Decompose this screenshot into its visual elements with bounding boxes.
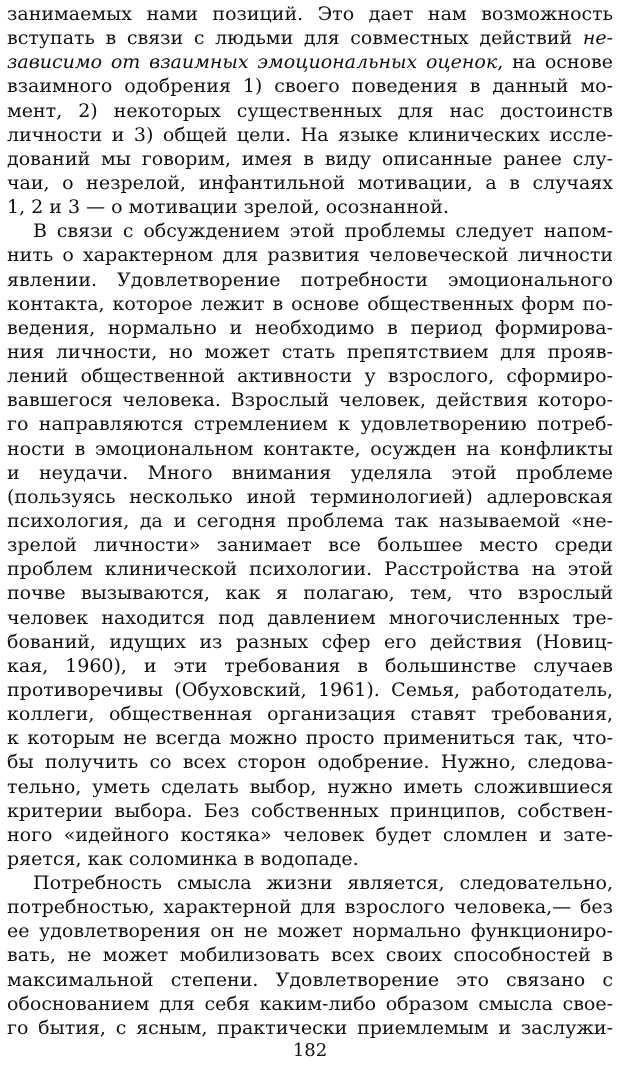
text-line: занимаемых нами позиций. Это дает нам возможность [7,3,613,25]
text-line: ного «идейного костяка» человек будет сломлен и зате- [7,823,613,846]
text-line: критерии выбора. Без собственных принципов, собствен- [7,799,613,822]
text-line: лений общественной активности у взрослого, сформиро- [7,365,613,388]
text-line: взаимного одобрения 1) своего поведения в данный мо- [7,75,613,98]
text-line: максимальной степени. Удовлетворение это связано с [7,968,613,991]
text-line: чаи, о незрелой, инфантильной мотивации, а в случаях [7,171,613,194]
text-line: ния личности, но может стать препятствием для прояв- [7,340,613,363]
text-line: коллеги, общественная организация ставят требования, [7,703,613,726]
text-line: вавшегося человека. Взрослый человек, действия которо- [7,389,613,412]
text-line: зависимо от взаимных эмоциональных оценок, на основе [7,51,613,74]
text-line: (пользуясь несколько иной терминологией) адлеровская [7,485,613,508]
text-line: явлении. Удовлетворение потребности эмоционального [7,268,613,291]
text-line: 1, 2 и 3 — о мотивации зрелой, осознанной. [7,196,450,219]
text-line: ведения, нормально и необходимо в период формирова- [7,316,613,339]
text-line: контакта, которое лежит в основе общественных форм по- [7,292,613,315]
text-line: зрелой личности» занимает все большее место среди [7,534,613,557]
text-line: В связи с обсуждением этой проблемы следует напом- [33,220,613,243]
text-line: обоснованием для себя каким-либо образом смысла свое- [7,992,613,1015]
page-number: 182 [292,1040,328,1061]
text-line: дований мы говорим, имея в виду описанные ранее слу- [7,147,613,170]
text-line: ее удовлетворения он не может нормально функциониро- [7,920,613,943]
text-line: противоречивы (Обуховский, 1961). Семья, работодатель, [7,678,613,701]
text-line: ряется, как соломинка в водопаде. [7,847,359,870]
text-line: психология, да и сегодня проблема так называемой «не- [7,509,613,532]
text-line: потребностью, характерной для взрослого человека,— без [7,896,613,919]
text-line: вать, не может мобилизовать всех своих способностей в [7,944,613,967]
text-line: проблем клинической психологии. Расстройства на этой [7,558,613,581]
italic-emphasis: зависимо от взаимных эмоциональных оценок [7,51,498,74]
text-line: человек находится под давлением многочисленных тре- [7,606,613,629]
text-line: ности в эмоциональном контакте, осужден на конфликты [7,437,613,460]
text-line: Потребность смысла жизни является, следовательно, [33,872,613,895]
text-line: личности и 3) общей цели. На языке клинических иссле- [7,123,613,146]
text-line: почве вызываются, как я полагаю, тем, что взрослый [7,582,613,605]
text-line: мент, 2) некоторых существенных для нас достоинств [7,99,613,122]
text-line: кая, 1960), и эти требования в большинстве случаев [7,654,613,677]
text-line: бы получить со всех сторон одобрение. Нужно, следова- [7,751,613,774]
text-line: го направляются стремлением к удовлетворению потреб- [7,413,613,436]
body-text [7,2,613,1040]
text-line: нить о характерном для развития человеческой личности [7,244,613,267]
text-line: и неудачи. Много внимания уделяла этой проблеме [7,461,613,484]
text-line: бований, идущих из разных сфер его действия (Новиц- [7,630,613,653]
italic-emphasis: не- [582,27,613,50]
text-line: тельно, уметь сделать выбор, нужно иметь сложившиеся [7,775,613,798]
text-line: к которым не всегда можно просто примениться так, что- [7,727,613,750]
text-line: го бытия, с ясным, практически приемлемым и заслужи- [7,1016,613,1039]
text-line: вступать в связи с людьми для совместных действий не- [7,27,613,50]
